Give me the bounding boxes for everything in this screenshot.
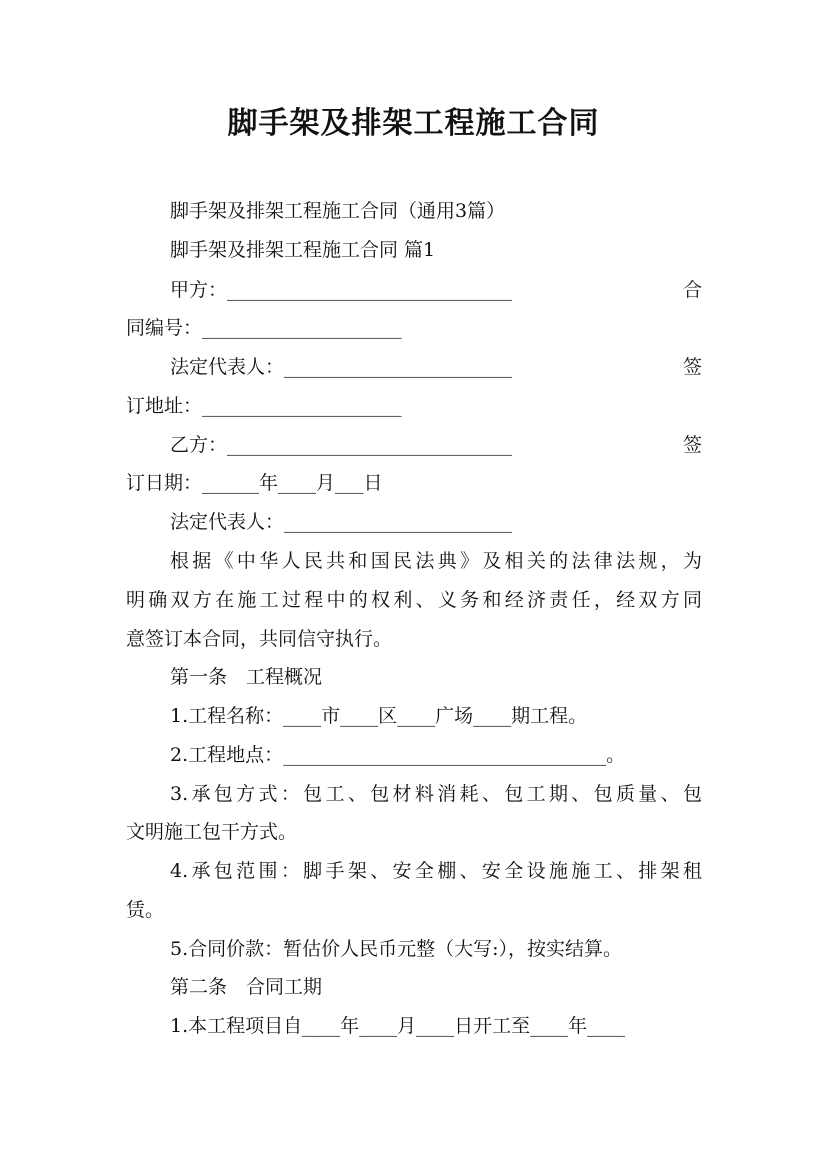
- article-2-heading: 第二条 合同工期: [170, 976, 323, 998]
- contract-no-field: 同编号：_____________________: [126, 317, 402, 339]
- address-field: 订地址：_____________________: [126, 395, 402, 417]
- rep-a-field: 法定代表人：________________________: [170, 356, 513, 378]
- rep-b-field: 法定代表人：________________________: [170, 511, 513, 533]
- rep-a-row: [126, 354, 702, 380]
- article-1-item-4-line-1: 4.承包范围：脚手架、安全棚、安全设施施工、排架租: [170, 860, 702, 882]
- sign-date-field: 订日期：______年____月___日: [126, 472, 383, 494]
- article-1-heading: 第一条 工程概况: [170, 666, 323, 688]
- article-1-item-4-line-2: 赁。: [126, 899, 165, 921]
- document-title: 脚手架及排架工程施工合同: [227, 106, 600, 141]
- party-b-row: [126, 432, 702, 458]
- document-subtitle: 脚手架及排架工程施工合同（通用3篇）: [170, 200, 506, 222]
- intro-paragraph-line-2: 明确双方在施工过程中的权利、义务和经济责任，经双方同: [126, 589, 702, 611]
- article-1-item-3-line-1: 3.承包方式：包工、包材料消耗、包工期、包质量、包: [170, 783, 702, 805]
- contract-no-label-head: 合: [682, 279, 702, 301]
- party-b-field: 乙方：______________________________: [170, 434, 513, 456]
- party-a-row: [126, 277, 702, 303]
- intro-paragraph-line-3: 意签订本合同，共同信守执行。: [126, 628, 393, 650]
- party-a-field: 甲方：______________________________: [170, 279, 513, 301]
- article-1-item-1: 1.工程名称：____市____区____广场____期工程。: [170, 705, 588, 727]
- article-2-item-1: 1.本工程项目自____年____月____日开工至____年____: [170, 1015, 626, 1037]
- article-1-item-5: 5.合同价款：暂估价人民币元整（大写:），按实结算。: [170, 938, 623, 960]
- intro-paragraph-line-1: 根据《中华人民共和国民法典》及相关的法律法规，为: [170, 550, 702, 572]
- section-heading: 脚手架及排架工程施工合同 篇1: [170, 239, 436, 261]
- article-1-item-3-line-2: 文明施工包干方式。: [126, 821, 298, 843]
- date-label-head: 签: [682, 434, 702, 456]
- address-label-head: 签: [682, 356, 702, 378]
- article-1-item-2: 2.工程地点：__________________________________。: [170, 744, 626, 766]
